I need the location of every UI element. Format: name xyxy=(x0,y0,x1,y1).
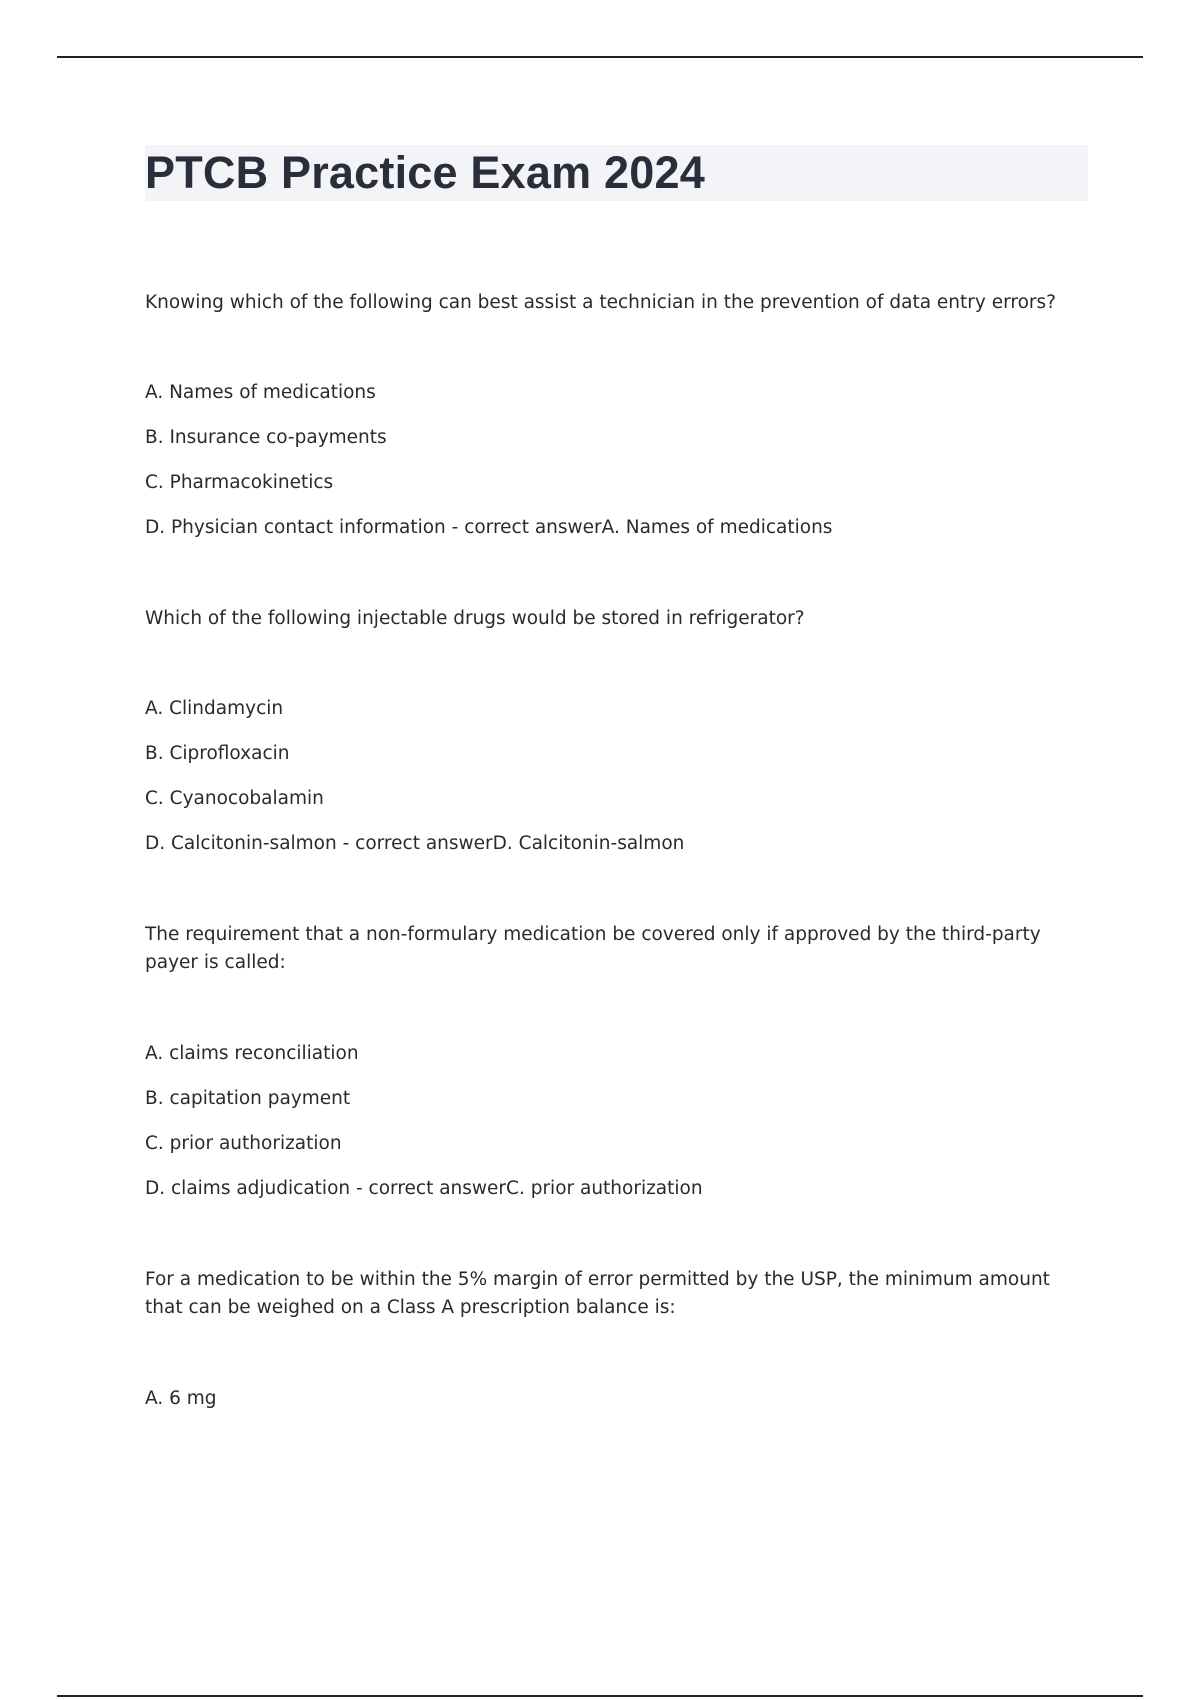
bottom-rule xyxy=(57,1695,1143,1697)
question-text: The requirement that a non-formulary medication be covered only if approved by the third-party payer is called: xyxy=(145,924,1041,973)
option-item: A. claims reconciliation xyxy=(145,1043,359,1064)
option-list xyxy=(145,1385,1085,1413)
question-block-4 xyxy=(145,1266,1085,1413)
option-item: B. Insurance co-payments xyxy=(145,427,387,448)
option-list xyxy=(145,1040,1085,1203)
option-item: D. Calcitonin-salmon - correct answerD. Calcitonin-salmon xyxy=(145,833,685,854)
question-block-1 xyxy=(145,289,1085,542)
question-text: Knowing which of the following can best assist a technician in the prevention of data entry errors? xyxy=(145,292,1056,313)
option-item: B. capitation payment xyxy=(145,1088,351,1109)
option-list xyxy=(145,379,1085,542)
option-item: C. Cyanocobalamin xyxy=(145,788,324,809)
option-item: D. Physician contact information - correct answerA. Names of medications xyxy=(145,517,833,538)
option-item: C. prior authorization xyxy=(145,1133,342,1154)
option-item: A. 6 mg xyxy=(145,1388,217,1409)
top-rule xyxy=(57,56,1143,58)
question-block-2 xyxy=(145,605,1085,858)
option-list xyxy=(145,695,1085,858)
option-item: B. Ciprofloxacin xyxy=(145,743,290,764)
option-item: A. Names of medications xyxy=(145,382,376,403)
page-title: PTCB Practice Exam 2024 xyxy=(145,147,705,198)
question-block-3 xyxy=(145,921,1085,1203)
option-item: D. claims adjudication - correct answerC. prior authorization xyxy=(145,1178,703,1199)
question-list xyxy=(145,289,1085,1413)
option-item: C. Pharmacokinetics xyxy=(145,472,334,493)
question-text: Which of the following injectable drugs would be stored in refrigerator? xyxy=(145,608,805,629)
option-item: A. Clindamycin xyxy=(145,698,284,719)
question-text: For a medication to be within the 5% margin of error permitted by the USP, the minimum amount that can be weighed on a Class A prescription balance is: xyxy=(145,1269,1050,1318)
